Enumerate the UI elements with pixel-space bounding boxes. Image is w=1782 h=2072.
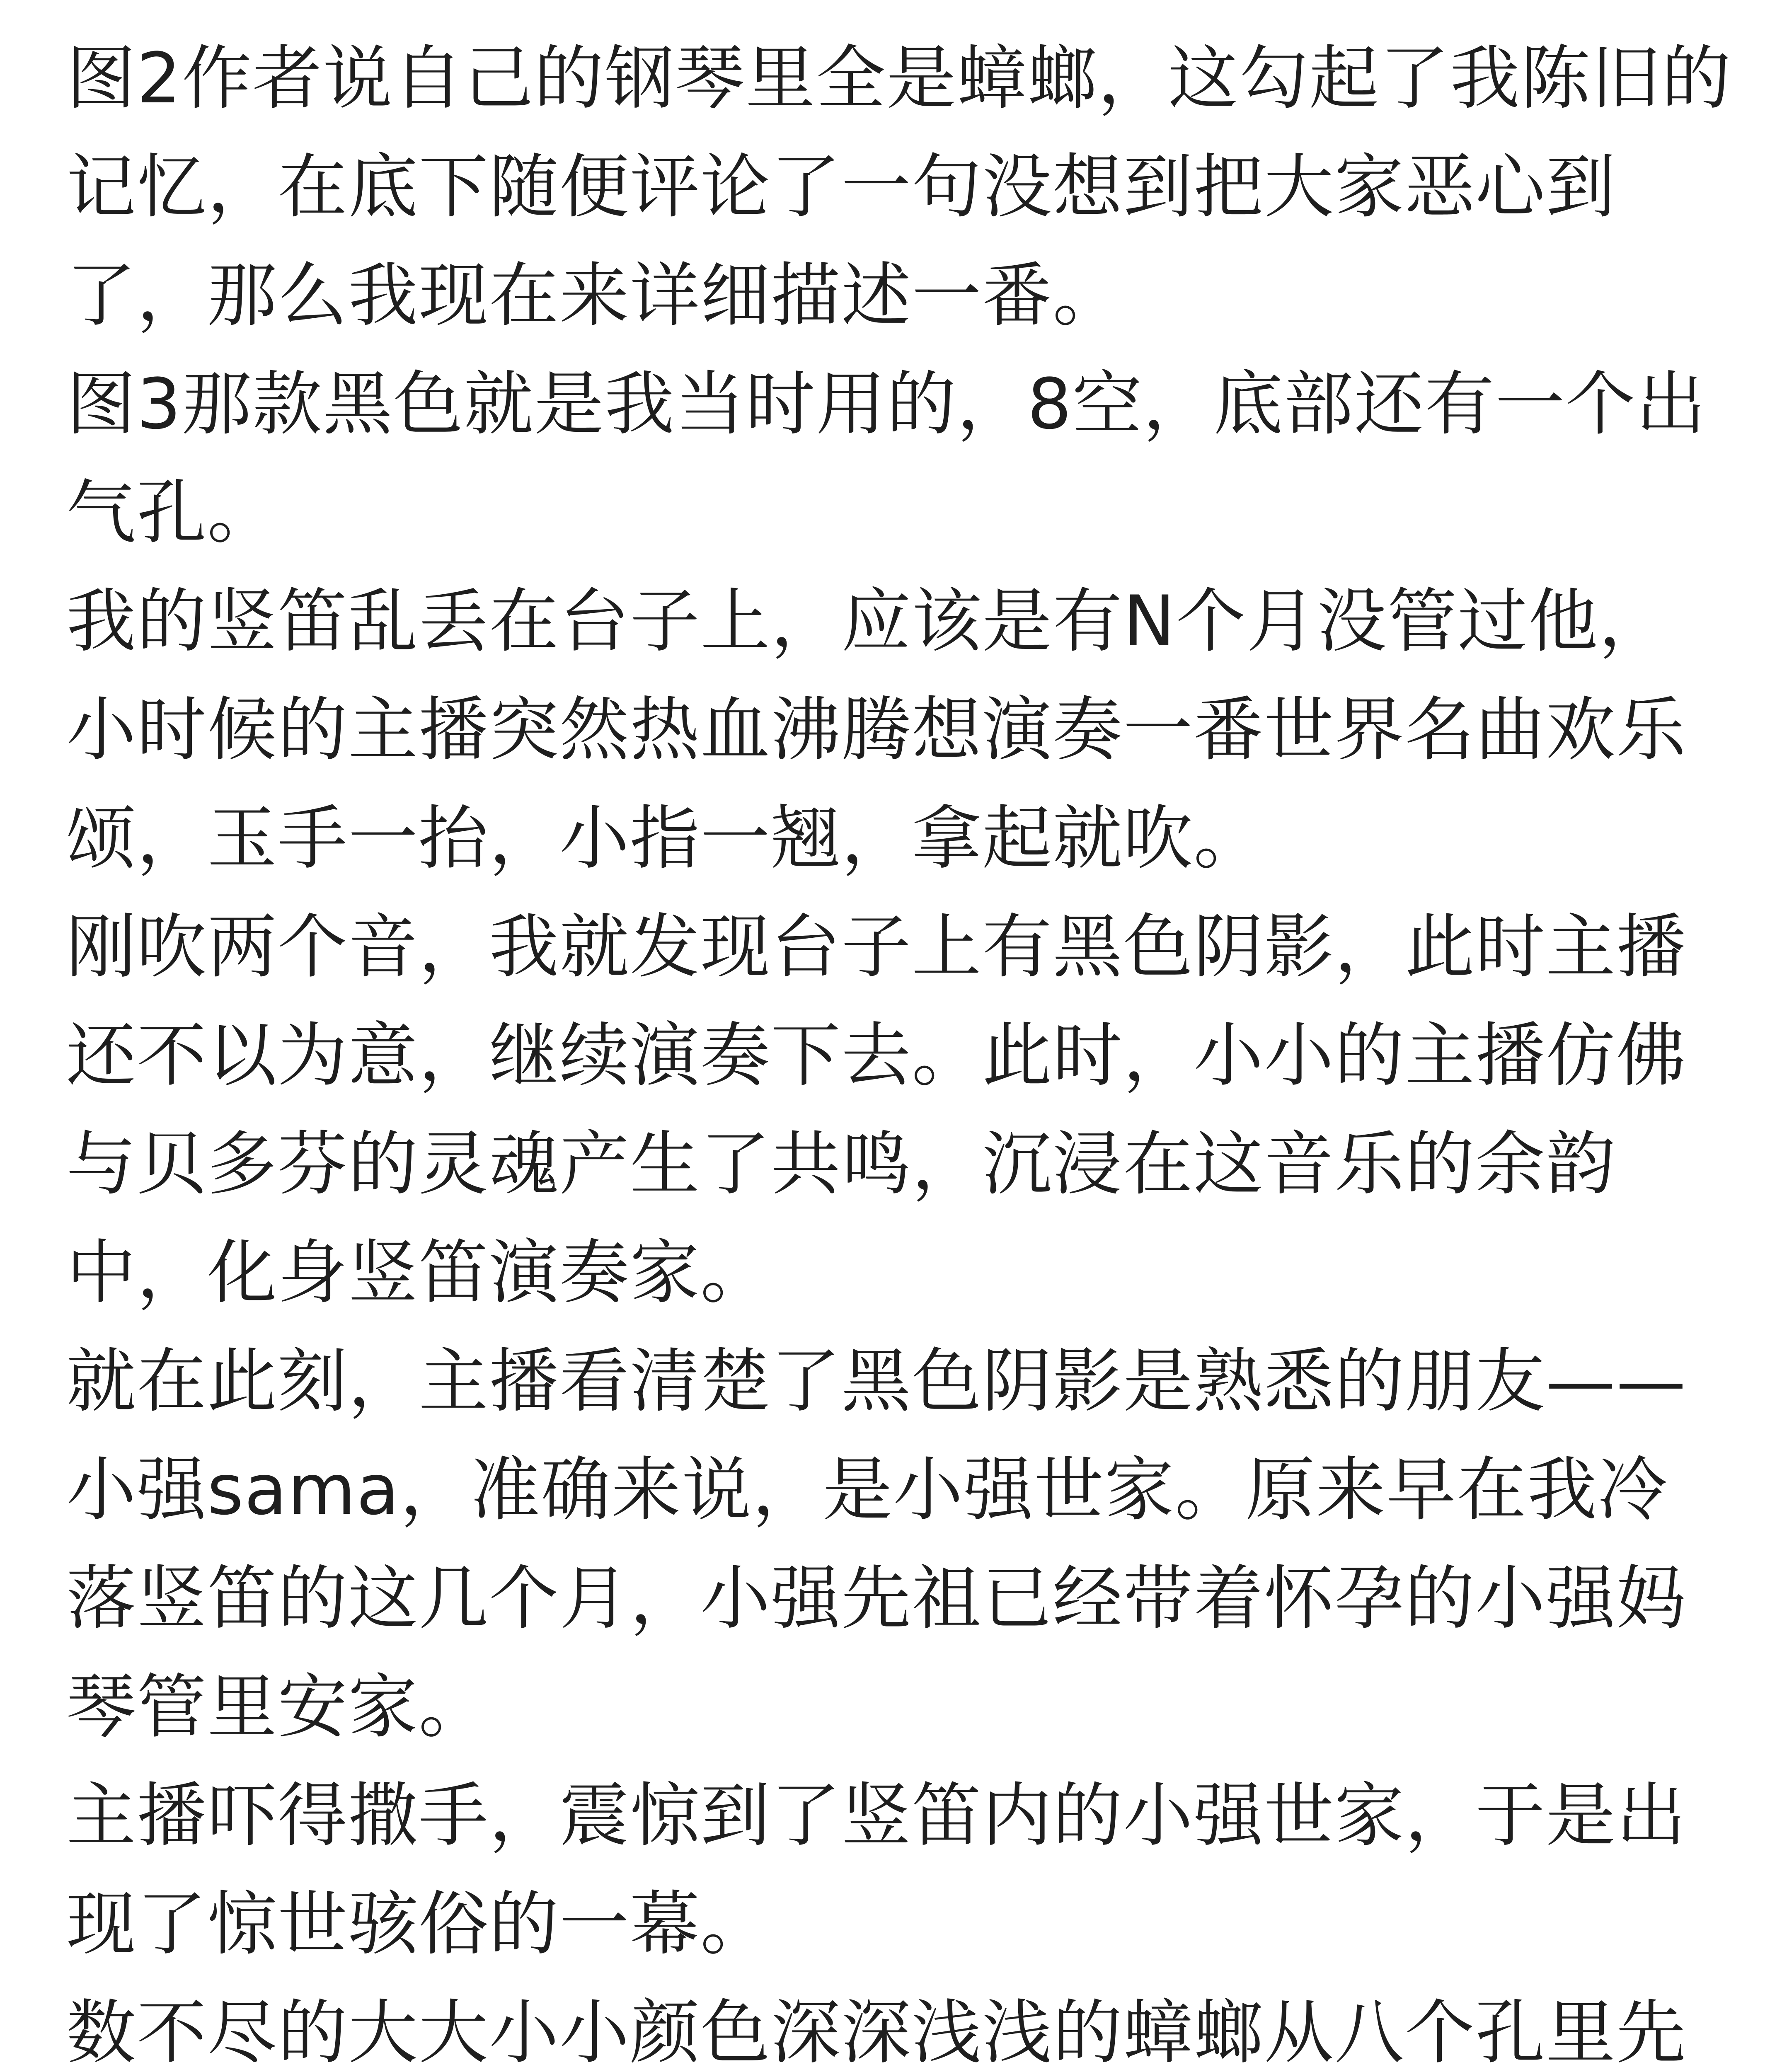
paragraph-7: 数不尽的大大小小颜色深深浅浅的蟑螂从八个孔里先 xyxy=(66,1992,1687,2072)
paragraph-1: 图2作者说自己的钢琴里全是蟑螂，这勾起了我陈旧的记忆，在底下随便评论了一句没想到把大家恶心到了，那么我现在来详细描述一番。 xyxy=(66,38,1732,336)
paragraph-4: 刚吹两个音，我就发现台子上有黑色阴影，此时主播还不以为意，继续演奏下去。此时，小小的主播仿佛与贝多芬的灵魂产生了共鸣，沉浸在这音乐的余韵中，化身竖笛演奏家。 xyxy=(66,906,1687,1313)
paragraph-6: 主播吓得撒手，震惊到了竖笛内的小强世家，于是出现了惊世骇俗的一幕。 xyxy=(66,1775,1687,1965)
post-body xyxy=(66,24,1732,2072)
paragraph-3: 我的竖笛乱丢在台子上，应该是有N个月没管过他，小时候的主播突然热血沸腾想演奏一番世界名曲欢乐颂，玉手一抬，小指一翘，拿起就吹。 xyxy=(66,581,1687,879)
paragraph-5: 就在此刻，主播看清楚了黑色阴影是熟悉的朋友——小强sama，准确来说，是小强世家。原来早在我冷落竖笛的这几个月，小强先祖已经带着怀孕的小强妈琴管里安家。 xyxy=(66,1341,1687,1748)
paragraph-2: 图3那款黑色就是我当时用的，8空，底部还有一个出气孔。 xyxy=(66,363,1707,553)
